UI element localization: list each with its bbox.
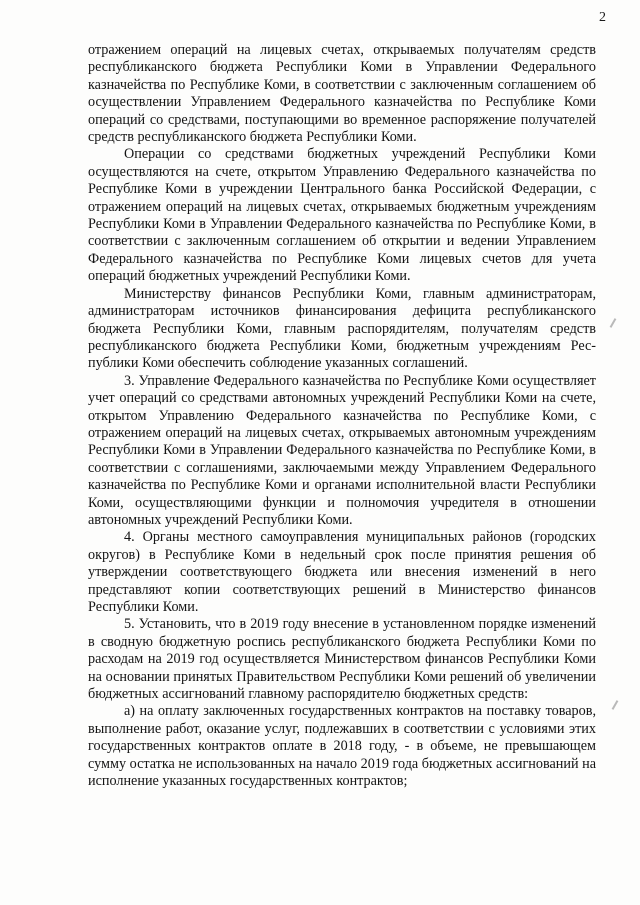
document-body <box>88 42 596 790</box>
page-number: 2 <box>599 10 606 25</box>
paragraph-continuation: отражением операций на лицевых счетах, открываемых получателям средств республиканского бюджета Республики Коми в Управлении Федерального казначейства по Республике Коми, в соответствии с заключенным соглашением об осуществлении Управлением Федерального казначейства по Республике Коми операций со средствами, поступающими во временное распоряжение получателей средств республиканского бюджета Республики Коми. <box>88 42 596 146</box>
paragraph-item-3: 3. Управление Федерального казначейства по Республике Коми осуществляет учет операций со средствами автономных учреждений Республики Коми на счете, открытом Управлению Федерального казначейства по Республике Коми, с отражением операций на лицевых счетах, открываемых автономным учреждениям Республики Коми в Управлении Федерального казначейства по Республике Коми, в соответствии с соглашениями, заключаемыми между Управлением Федерального казначейства по Республике Коми и органами исполнительной власти Республики Коми, осуществляющими функции и полномочия учредителя в отношении автономных учреждений Республики Коми. <box>88 372 596 528</box>
scan-artifact-mark <box>612 700 619 710</box>
paragraph-budget-institutions: Операции со средствами бюджетных учреждений Республики Коми осуществляются на счете, открытом Управлению Федерального казначейства по Республике Коми в учреждении Центрального банка Российской Федерации, с отражением операций на лицевых счетах, открываемых бюджетным учреждениям Республики Коми в Управлении Федерального казначейства по Республике Коми, в соответствии с заключенным соглашением об открытии и ведении Управлением Федерального казначейства по Республике Коми лицевых счетов для учета операций бюджетных учреждений Республики Коми. <box>88 146 596 285</box>
paragraph-ministry-obligations: Министерству финансов Республики Коми, главным администраторам, администраторам источников финансирования дефицита республиканского бюджета Республики Коми, главным распорядителям, получателям средств республиканского бюджета Республики Коми, бюджетным учреждениям Республики Коми обеспечить соблюдение указанных соглашений. <box>88 285 596 372</box>
paragraph-item-4: 4. Органы местного самоуправления муниципальных районов (городских округов) в Республике Коми в недельный срок после принятия решения об утверждении соответствующего бюджета или внесения изменений в него представляют копии соответствующих решений в Министерство финансов Республики Коми. <box>88 529 596 615</box>
paragraph-item-5a: а) на оплату заключенных государственных контрактов на поставку товаров, выполнение работ, оказание услуг, подлежавших в соответствии с условиями этих государственных контрактов оплате в 2018 году, - в объеме, не превышающем сумму остатка не использованных на начало 2019 года бюджетных ассигнований на исполнение указанных государственных контрактов; <box>88 703 596 790</box>
paragraph-item-5: 5. Установить, что в 2019 году внесение в установленном порядке изменений в сводную бюджетную роспись республиканского бюджета Республики Коми по расходам на 2019 год осуществляется Министерством финансов Республики Коми на основании принятых Правительством Республики Коми решений об увеличении бюджетных ассигнований главному распорядителю бюджетных средств: <box>88 616 596 703</box>
scan-artifact-mark <box>610 318 617 328</box>
